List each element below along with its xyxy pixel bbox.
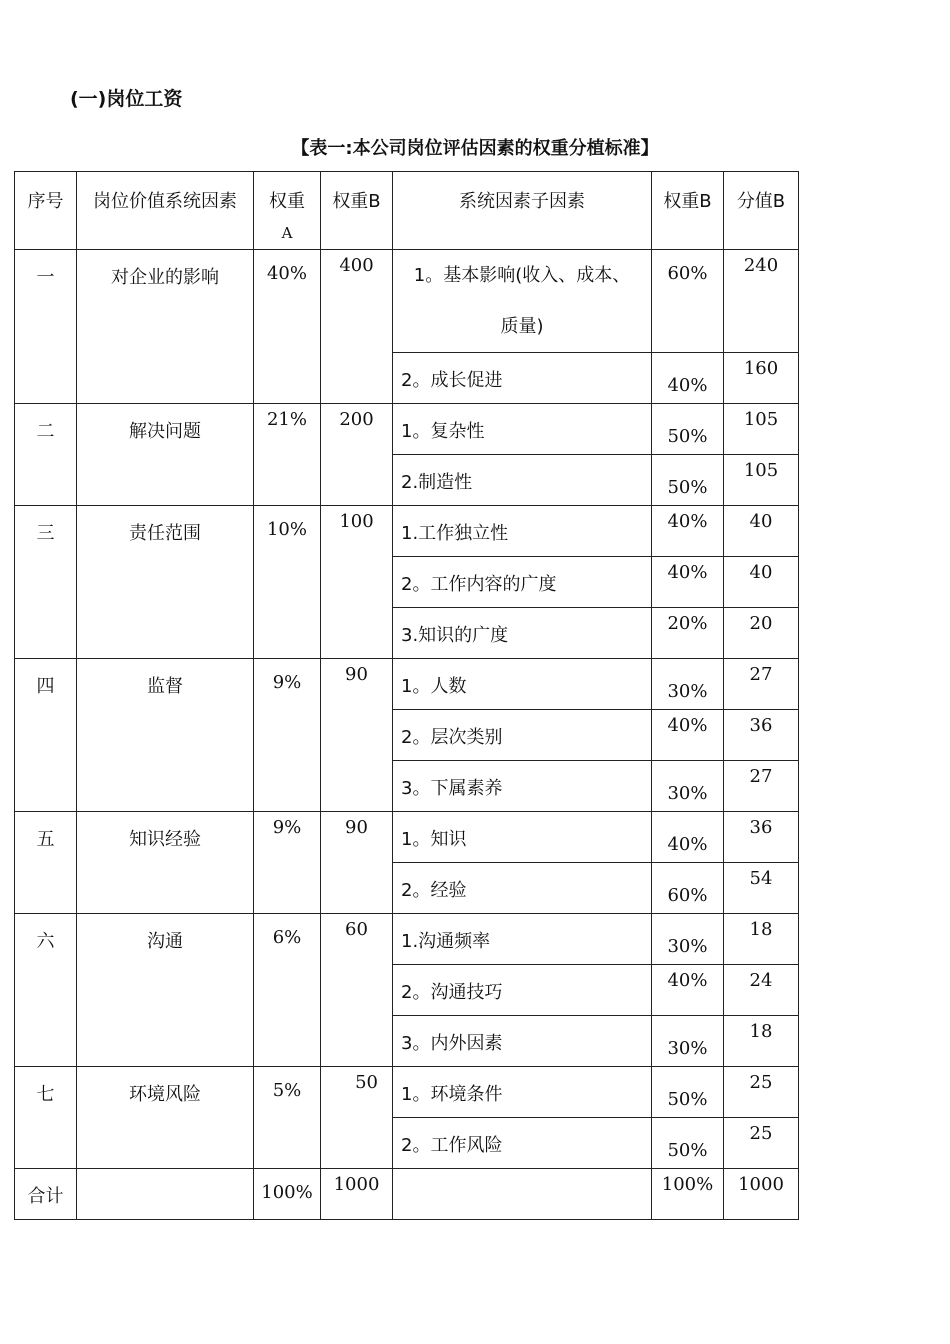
sub-weight: 40% <box>652 965 724 1016</box>
sub-score: 18 <box>724 914 799 965</box>
sub-score: 25 <box>724 1118 799 1169</box>
group-name: 沟通 <box>77 914 254 1067</box>
group-seq: 五 <box>15 812 77 914</box>
sub-score: 240 <box>724 250 799 353</box>
header-subfactor: 系统因素子因素 <box>393 172 652 250</box>
group-seq: 六 <box>15 914 77 1067</box>
sub-weight: 20% <box>652 608 724 659</box>
total-weight-b: 1000 <box>321 1169 393 1220</box>
group-weight-a: 9% <box>254 812 321 914</box>
group-seq: 四 <box>15 659 77 812</box>
total-subweight: 100% <box>652 1169 724 1220</box>
sub-factor: 1.工作独立性 <box>393 506 652 557</box>
sub-factor: 2。沟通技巧 <box>393 965 652 1016</box>
sub-factor: 2。工作内容的广度 <box>393 557 652 608</box>
group-seq: 三 <box>15 506 77 659</box>
sub-score: 36 <box>724 812 799 863</box>
sub-score: 27 <box>724 761 799 812</box>
sub-weight: 40% <box>652 557 724 608</box>
weight-standard-table <box>14 171 799 1220</box>
group-name: 对企业的影响 <box>77 250 254 404</box>
sub-score: 18 <box>724 1016 799 1067</box>
sub-factor: 1。知识 <box>393 812 652 863</box>
group-seq: 二 <box>15 404 77 506</box>
group-weight-a: 21% <box>254 404 321 506</box>
group-weight-a: 10% <box>254 506 321 659</box>
sub-weight: 30% <box>652 1016 724 1067</box>
header-seq: 序号 <box>15 172 77 250</box>
group-seq: 七 <box>15 1067 77 1169</box>
group-weight-a: 9% <box>254 659 321 812</box>
group-weight-a: 6% <box>254 914 321 1067</box>
sub-score: 54 <box>724 863 799 914</box>
sub-weight: 30% <box>652 761 724 812</box>
group-name: 环境风险 <box>77 1067 254 1169</box>
sub-weight: 50% <box>652 455 724 506</box>
header-score: 分值B <box>724 172 799 250</box>
group-name: 解决问题 <box>77 404 254 506</box>
sub-factor: 1。基本影响(收入、成本、 质量) <box>393 250 652 353</box>
sub-factor: 2。工作风险 <box>393 1118 652 1169</box>
total-subfactor-empty <box>393 1169 652 1220</box>
sub-score: 40 <box>724 557 799 608</box>
sub-score: 160 <box>724 353 799 404</box>
sub-score: 105 <box>724 455 799 506</box>
group-weight-b: 400 <box>321 250 393 404</box>
sub-weight: 40% <box>652 506 724 557</box>
header-subweight: 权重B <box>652 172 724 250</box>
total-weight-a: 100% <box>254 1169 321 1220</box>
group-weight-b: 200 <box>321 404 393 506</box>
table-row <box>15 506 799 557</box>
sub-score: 40 <box>724 506 799 557</box>
group-weight-b: 90 <box>321 659 393 812</box>
table-row <box>15 1067 799 1118</box>
sub-weight: 60% <box>652 250 724 353</box>
sub-weight: 40% <box>652 353 724 404</box>
table-header-row <box>15 172 799 250</box>
table-row <box>15 914 799 965</box>
sub-factor: 2。成长促进 <box>393 353 652 404</box>
sub-factor: 1。复杂性 <box>393 404 652 455</box>
group-name: 监督 <box>77 659 254 812</box>
sub-factor: 2。层次类别 <box>393 710 652 761</box>
sub-factor: 1。环境条件 <box>393 1067 652 1118</box>
sub-weight: 30% <box>652 914 724 965</box>
group-weight-a: 40% <box>254 250 321 404</box>
sub-factor: 1.沟通频率 <box>393 914 652 965</box>
table-row <box>15 812 799 863</box>
total-score: 1000 <box>724 1169 799 1220</box>
sub-score: 36 <box>724 710 799 761</box>
sub-score: 24 <box>724 965 799 1016</box>
sub-weight: 50% <box>652 1118 724 1169</box>
header-factor: 岗位价值系统因素 <box>77 172 254 250</box>
group-name: 知识经验 <box>77 812 254 914</box>
sub-factor: 1。人数 <box>393 659 652 710</box>
group-weight-b: 50 <box>321 1067 393 1169</box>
header-weight-a: 权重 A <box>254 172 321 250</box>
sub-score: 20 <box>724 608 799 659</box>
sub-score: 105 <box>724 404 799 455</box>
group-name: 责任范围 <box>77 506 254 659</box>
group-weight-b: 60 <box>321 914 393 1067</box>
total-factor-empty <box>77 1169 254 1220</box>
section-heading: (一)岗位工资 <box>70 88 183 110</box>
group-weight-b: 100 <box>321 506 393 659</box>
sub-weight: 40% <box>652 710 724 761</box>
sub-weight: 30% <box>652 659 724 710</box>
sub-factor: 2。经验 <box>393 863 652 914</box>
sub-weight: 40% <box>652 812 724 863</box>
sub-factor: 2.制造性 <box>393 455 652 506</box>
sub-factor: 3。下属素养 <box>393 761 652 812</box>
group-weight-a: 5% <box>254 1067 321 1169</box>
header-weight-b: 权重B <box>321 172 393 250</box>
sub-score: 25 <box>724 1067 799 1118</box>
sub-factor: 3.知识的广度 <box>393 608 652 659</box>
total-row <box>15 1169 799 1220</box>
total-label: 合计 <box>15 1169 77 1220</box>
sub-weight: 60% <box>652 863 724 914</box>
table-row <box>15 659 799 710</box>
group-weight-b: 90 <box>321 812 393 914</box>
sub-weight: 50% <box>652 404 724 455</box>
table-caption: 【表一:本公司岗位评估因素的权重分植标准】 <box>291 138 659 159</box>
table-row <box>15 250 799 353</box>
group-seq: 一 <box>15 250 77 404</box>
sub-weight: 50% <box>652 1067 724 1118</box>
sub-score: 27 <box>724 659 799 710</box>
table-row <box>15 404 799 455</box>
sub-factor: 3。内外因素 <box>393 1016 652 1067</box>
